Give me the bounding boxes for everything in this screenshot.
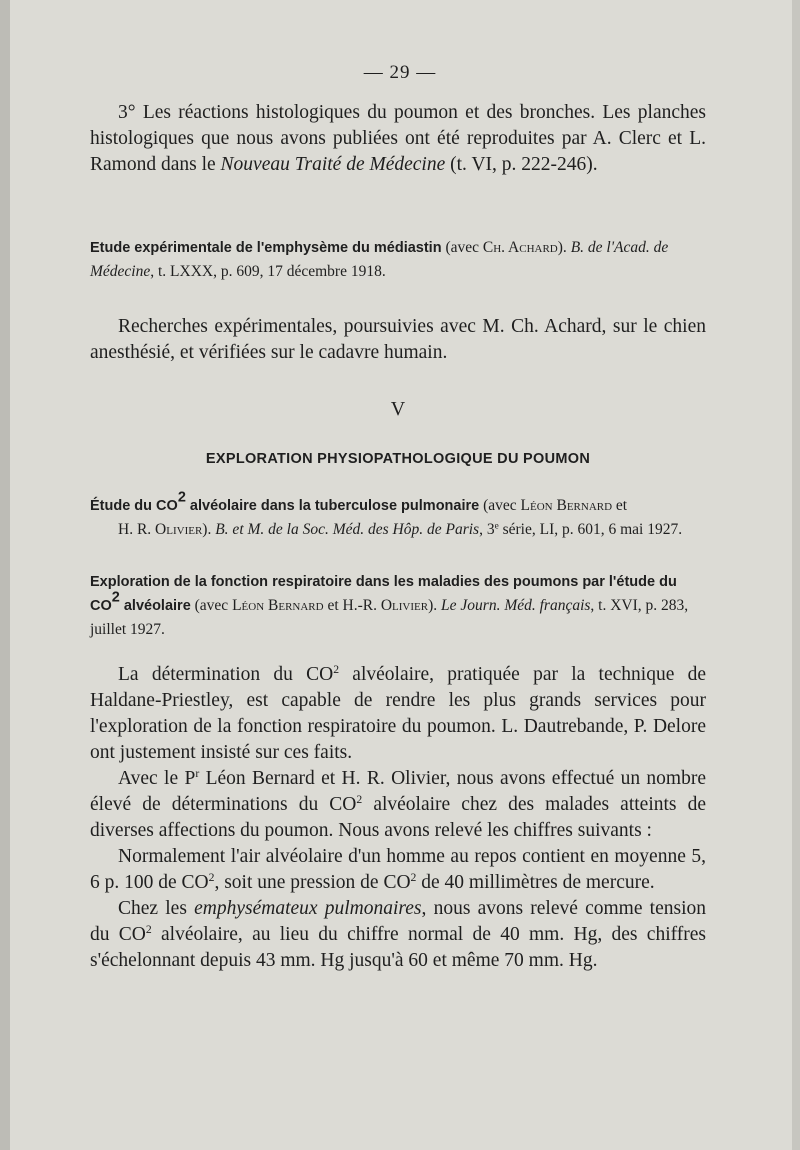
- histology-paragraph: 3° Les réactions histologiques du poumon et des bronches. Les planches histologiques que nous avons publiées ont été reproduites par A. Clerc et L. Ramond dans le Nouveau Traité de Médecine (t. VI, p. 222-246).: [90, 102, 706, 175]
- section-title: EXPLORATION PHYSIOPATHOLOGIQUE DU POUMON: [205, 451, 591, 467]
- body-paragraphs: [90, 662, 706, 974]
- reference-emphyseme-mediastin: Etude expérimentale de l'emphysème du médiastin (avec Ch. Achard). B. de l'Acad. de Médecine, t. LXXX, p. 609, 17 décembre 1918.: [90, 239, 669, 280]
- paragraph-determinations: Avec le $P^r$ Léon Bernard et H. R. Olivier, nous avons effectué un nombre élevé de déterminations du $CO^2$ alvéolaire chez des malades atteints de diverses affections du poumon. Nous avons relevé les chiffres suivants :: [90, 766, 706, 841]
- page-number: — 29 —: [363, 62, 437, 83]
- reference-co2-tuberculose: Étude du $CO^2$ alvéolaire dans la tuberculose pulmonaire (avec Léon Bernard et H. R. Olivier). B. et M. de la Soc. Méd. des Hôp. de Paris, 3e série, LI, p. 601, 6 mai 1927.: [90, 489, 683, 538]
- journal-title: Nouveau Traité de Médecine: [220, 154, 446, 175]
- reference-exploration-fonction-respiratoire: Exploration de la fonction respiratoire dans les maladies des poumons par l'étude du $CO^2$ alvéolaire (avec Léon Bernard et H.-R. Olivier). Le Journ. Méd. français, t. XVI, p. 283, juillet 1927.: [90, 574, 689, 638]
- recherches-paragraph: Recherches expérimentales, poursuivies avec M. Ch. Achard, sur le chien anesthésié, et vérifiées sur le cadavre humain.: [90, 316, 706, 363]
- reference-title: Etude expérimentale de l'emphysème du médiastin: [90, 240, 442, 256]
- paragraph-emphysemateux: Chez les emphysémateux pulmonaires, nous avons relevé comme tension du $CO^2$ alvéolaire, au lieu du chiffre normal de 40 mm. Hg, des chiffres s'échelonnant depuis 43 mm. Hg jusqu'à 60 et même 70 mm. Hg.: [90, 898, 706, 971]
- paragraph-normal-values: Normalement l'air alvéolaire d'un homme au repos contient en moyenne 5, 6 p. 100 de $CO^2$, soit une pression de $CO^2$ de 40 millimètres de mercure.: [90, 846, 706, 893]
- paragraph-determination: La détermination du $CO^2$ alvéolaire, pratiquée par la technique de Haldane-Priestley, est capable de rendre les plus grands services pour l'exploration de la fonction respiratoire du poumon. L. Dautrebande, P. Delore ont justement insisté sur ces faits.: [90, 662, 706, 763]
- section-numeral: V: [390, 398, 406, 420]
